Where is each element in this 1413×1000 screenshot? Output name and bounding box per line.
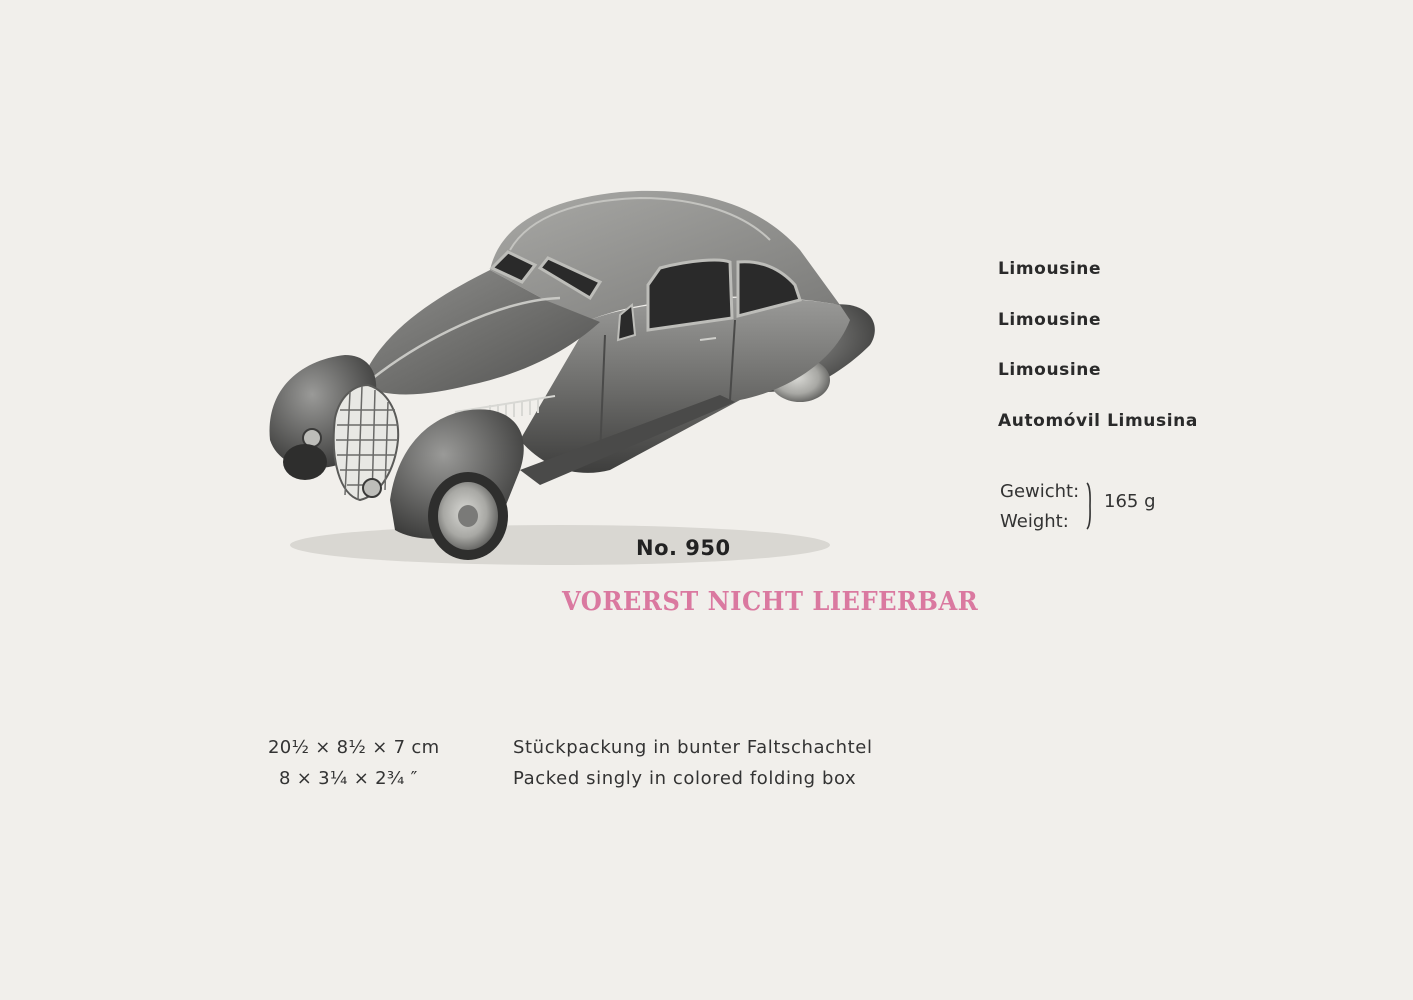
model-number: No. 950 — [636, 536, 731, 560]
name-de: Limousine — [998, 259, 1102, 279]
brace-icon — [1084, 481, 1094, 531]
weight-label-en: Weight: — [1000, 511, 1069, 532]
weight-labels — [1000, 477, 1079, 537]
dimensions-imperial: 8 × 3¼ × 2¾ ″ — [279, 768, 418, 789]
packaging-en: Packed singly in colored folding box — [513, 768, 857, 789]
car-illustration — [262, 180, 882, 575]
dimensions-metric: 20½ × 8½ × 7 cm — [268, 737, 440, 758]
product-names — [998, 259, 1198, 461]
availability-stamp: VORERST NICHT LIEFERBAR — [562, 587, 979, 617]
weight-value: 165 g — [1104, 491, 1156, 512]
name-fr: Limousine — [998, 360, 1102, 380]
name-es: Automóvil Limusina — [998, 410, 1198, 431]
name-en: Limousine — [998, 309, 1102, 330]
weight-label-de: Gewicht: — [1000, 481, 1080, 502]
packaging-de: Stückpackung in bunter Faltschachtel — [513, 737, 873, 758]
